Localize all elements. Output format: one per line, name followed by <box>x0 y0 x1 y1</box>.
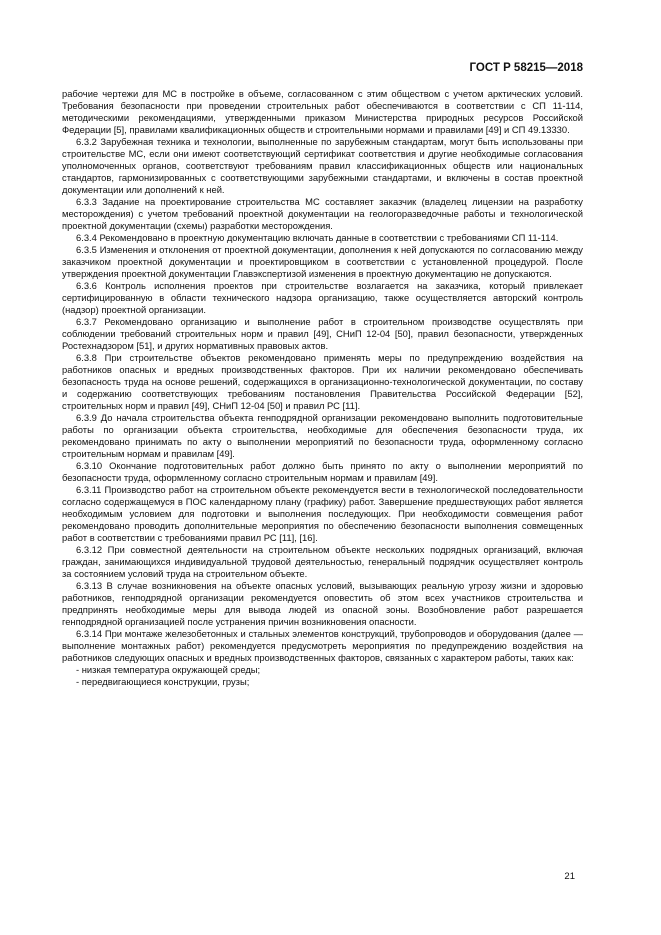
paragraph-6-3-5: 6.3.5 Изменения и отклонения от проектной документации, дополнения к ней допускаются по согласованию между заказчиком проектной документации и проектировщиком в соответствии с установленной процедурой. После утверждения проектной документации Главэкспертизой изменения в проектную документацию не допускаются. <box>62 244 583 279</box>
paragraph-6-3-8: 6.3.8 При строительстве объектов рекомендовано применять меры по предупреждению воздействия на работников опасных и вредных производственных факторов. При их наличии рекомендовано обеспечивать безопасность труда на основе решений, содержащихся в организационно-технологической документации, по составу и содержанию соответствующих требованиям постановления Правительства Российской Федерации [52], строительных норм и правил [49], СНиП 12-04 [50] и правил РС [11]. <box>62 352 583 411</box>
document-body <box>62 88 583 688</box>
paragraph-6-3-14: 6.3.14 При монтаже железобетонных и стальных элементов конструкций, трубопроводов и оборудования (далее — выполнение монтажных работ) рекомендуется предусмотреть мероприятия по предупреждению воздействия на работников следующих опасных и вредных производственных факторов, связанных с характером работы, таких как: <box>62 628 583 663</box>
document-code-header: ГОСТ Р 58215—2018 <box>469 62 583 74</box>
paragraph-6-3-4: 6.3.4 Рекомендовано в проектную документацию включать данные в соответствии с требованиями СП 11-114. <box>76 232 559 243</box>
list-item: - передвигающиеся конструкции, грузы; <box>76 676 250 687</box>
paragraph-6-3-11: 6.3.11 Производство работ на строительном объекте рекомендуется вести в технологической последовательности согласно содержащемуся в ПОС календарному плану (графику) работ. Завершение предшествующих работ является необходимым условием для подготовки и выполнения последующих. При необходимости совмещения работ рекомендовано проводить дополнительные мероприятия по обеспечению безопасности выполнения совмещенных работ в соответствии с требованиями правил РС [11], [16]. <box>62 484 583 543</box>
paragraph-6-3-3: 6.3.3 Задание на проектирование строительства МС составляет заказчик (владелец лицензии на разработку месторождения) с учетом требований проектной документации на геологоразведочные работы и технологической проектной документации (схемы) разработки месторождения. <box>62 196 583 231</box>
paragraph-6-3-9: 6.3.9 До начала строительства объекта генподрядной организации рекомендовано выполнить подготовительные работы по организации объекта строительства, необходимые для обеспечения безопасности труда, их рекомендовано принимать по акту о выполнении мероприятий по безопасности труда, оформленному согласно строительным нормам и правилам [49]. <box>62 412 583 459</box>
page-number: 21 <box>564 871 575 882</box>
paragraph-6-3-2: 6.3.2 Зарубежная техника и технологии, выполненные по зарубежным стандартам, могут быть использованы при строительстве МС, если они имеют соответствующий сертификат соответствия и другие необходимые согласования уполномоченных органов, соответствуют требованиям правил классификационных обществ или национальных стандартов, гармонизированных с соответствующими зарубежными стандартами, и включены в состав проектной документации или дополнений к ней. <box>62 136 583 195</box>
paragraph-6-3-6: 6.3.6 Контроль исполнения проектов при строительстве возлагается на заказчика, который привлекает сертифицированную в области технического надзора организацию, также осуществляется авторский контроль (надзор) проектной организации. <box>62 280 583 315</box>
paragraph-6-3-7: 6.3.7 Рекомендовано организацию и выполнение работ в строительном производстве осуществлять при соблюдении требований строительных норм и правил [49], СНиП 12-04 [50], правил безопасности, утвержденных Ростехнадзором [51], и других нормативных правовых актов. <box>62 316 583 351</box>
paragraph-6-3-13: 6.3.13 В случае возникновения на объекте опасных условий, вызывающих реальную угрозу жизни и здоровью работников, генподрядной организации рекомендуется оповестить об этом всех участников строительства и предпринять необходимые меры для вывода людей из опасной зоны. Возобновление работ разрешается генподрядной организацией после устранения причин возникновения опасности. <box>62 580 583 627</box>
list-item: - низкая температура окружающей среды; <box>76 664 261 675</box>
paragraph-6-3-12: 6.3.12 При совместной деятельности на строительном объекте нескольких подрядных организаций, включая граждан, занимающихся индивидуальной трудовой деятельностью, генеральный подрядчик осуществляет контроль за состоянием условий труда на строительном объекте. <box>62 544 583 579</box>
hazard-list <box>62 664 583 688</box>
paragraph-6-3-10: 6.3.10 Окончание подготовительных работ должно быть принято по акту о выполнении мероприятий по безопасности труда, оформленному согласно строительным нормам и правилам [49]. <box>62 460 583 483</box>
continuation-paragraph: рабочие чертежи для МС в постройке в объеме, согласованном с этим обществом с учетом арктических условий. Требования безопасности при проведении строительных работ обеспечиваются в соответствии с СП 11-114, методическими рекомендациями, утвержденными приказом Министерства природных ресурсов Российской Федерации [5], правилами квалификационных обществ и строительными нормами и правилами [49] и СП 49.13330. <box>62 88 583 135</box>
